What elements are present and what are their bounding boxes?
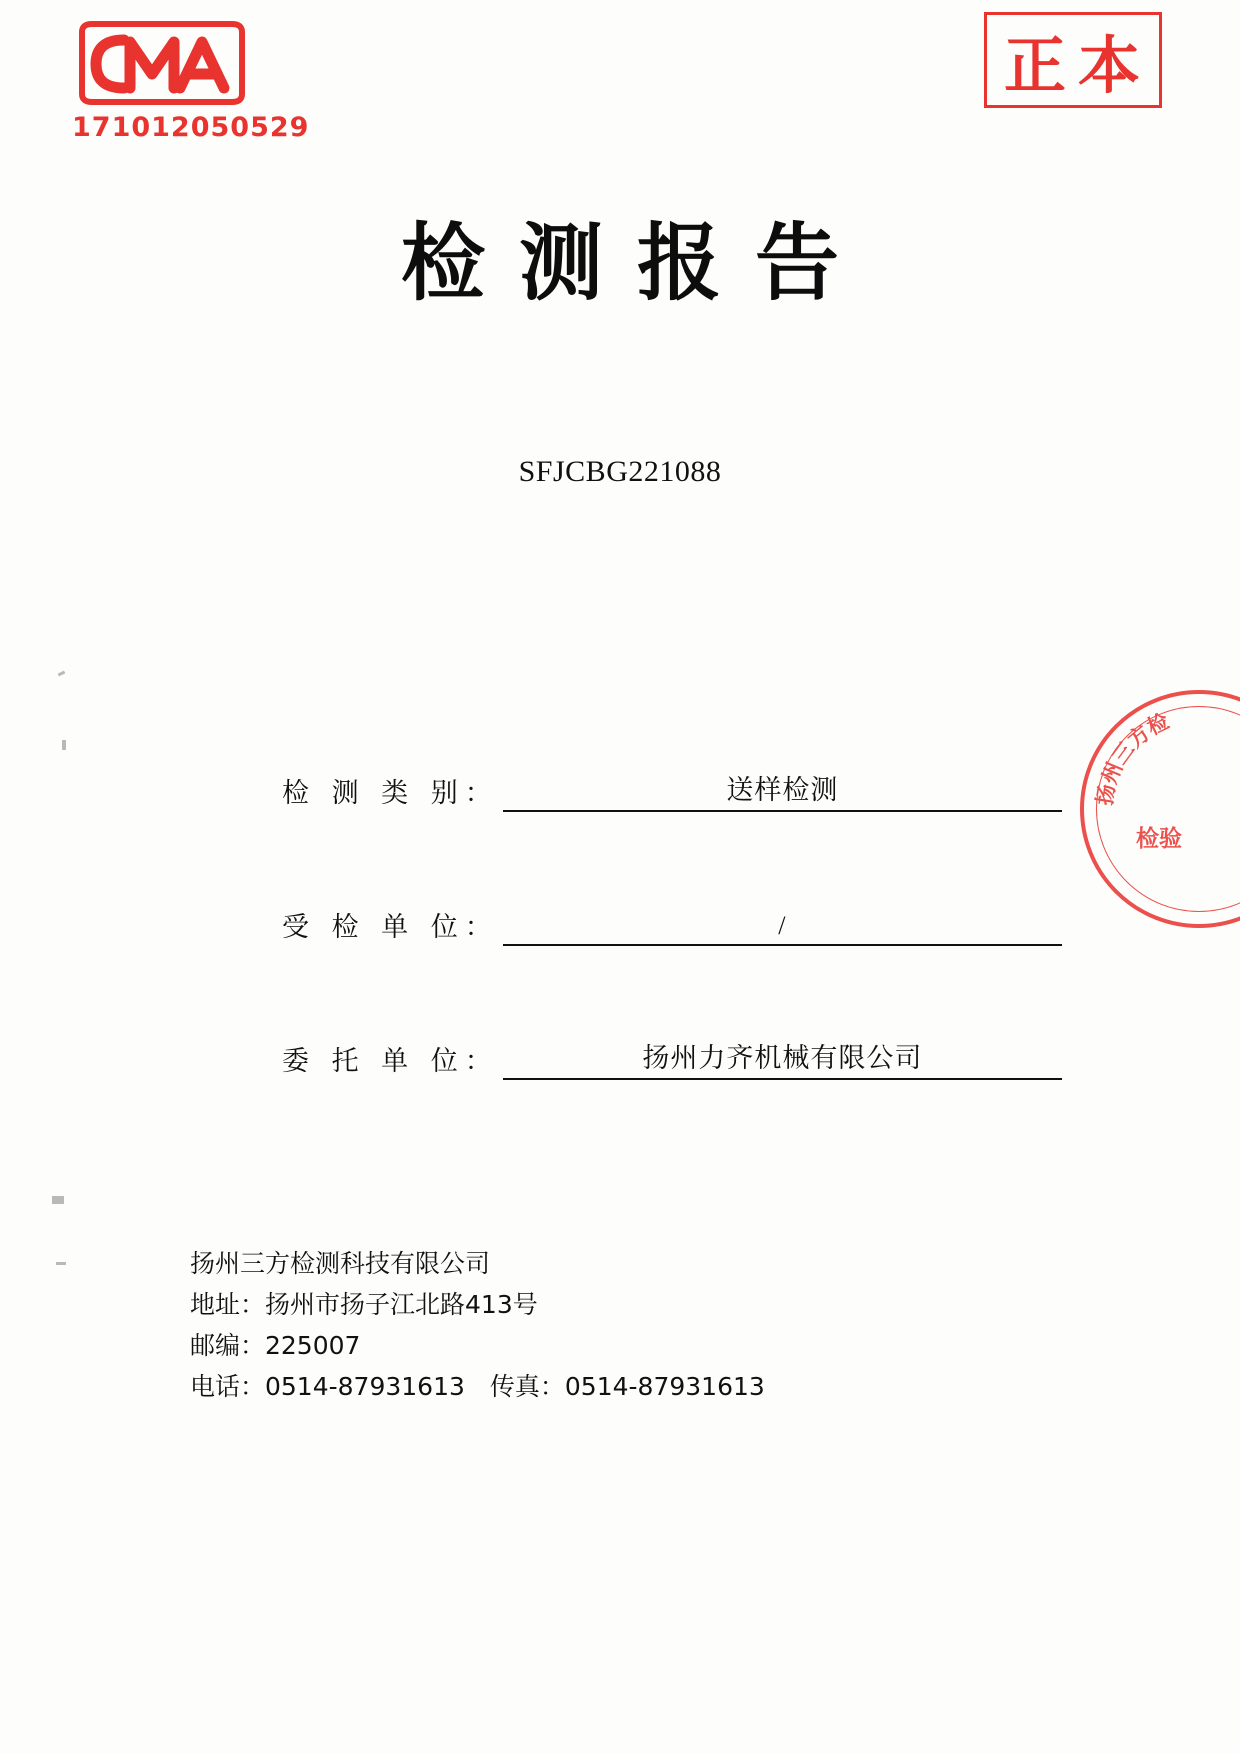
- footer-postcode: 邮编：225007: [190, 1331, 361, 1360]
- field-client-unit: [282, 1038, 1062, 1080]
- scan-artifact: [52, 1196, 64, 1204]
- scan-artifact: [56, 1262, 66, 1265]
- company-seal: [1080, 690, 1240, 928]
- field-value: 送样检测: [726, 775, 839, 806]
- original-copy-stamp: 正本: [984, 12, 1162, 108]
- svg-text:扬州三方检: 扬州三方检: [1092, 709, 1173, 808]
- svg-text:检验: 检验: [1136, 826, 1182, 852]
- field-value-underline: [503, 768, 1062, 812]
- footer-address: 地址：扬州市扬子江北路413号: [190, 1290, 538, 1319]
- field-value-underline: [503, 911, 1062, 946]
- cma-certificate-number: 171012050529: [72, 112, 310, 143]
- scan-artifact: [58, 671, 66, 677]
- footer-company-info: [190, 1243, 765, 1407]
- field-value-underline: [503, 1036, 1062, 1080]
- footer-company-name: 扬州三方检测科技有限公司: [190, 1249, 491, 1278]
- field-inspected-unit: [282, 904, 1062, 946]
- field-value: /: [778, 911, 787, 940]
- page-title: 检测报告: [400, 214, 873, 312]
- field-value: 扬州力齐机械有限公司: [642, 1043, 923, 1074]
- cma-logo-icon: [72, 18, 252, 110]
- scan-artifact: [62, 740, 66, 750]
- field-label: 检 测 类 别：: [282, 778, 499, 809]
- field-test-category: [282, 770, 1062, 812]
- cma-mark-block: [72, 18, 310, 143]
- report-fields: [282, 770, 1062, 1172]
- report-number: SFJCBG221088: [518, 455, 722, 488]
- field-label: 委 托 单 位：: [282, 1046, 499, 1077]
- field-label: 受 检 单 位：: [282, 912, 499, 943]
- footer-contact: 电话：0514-87931613 传真：0514-87931613: [190, 1372, 765, 1401]
